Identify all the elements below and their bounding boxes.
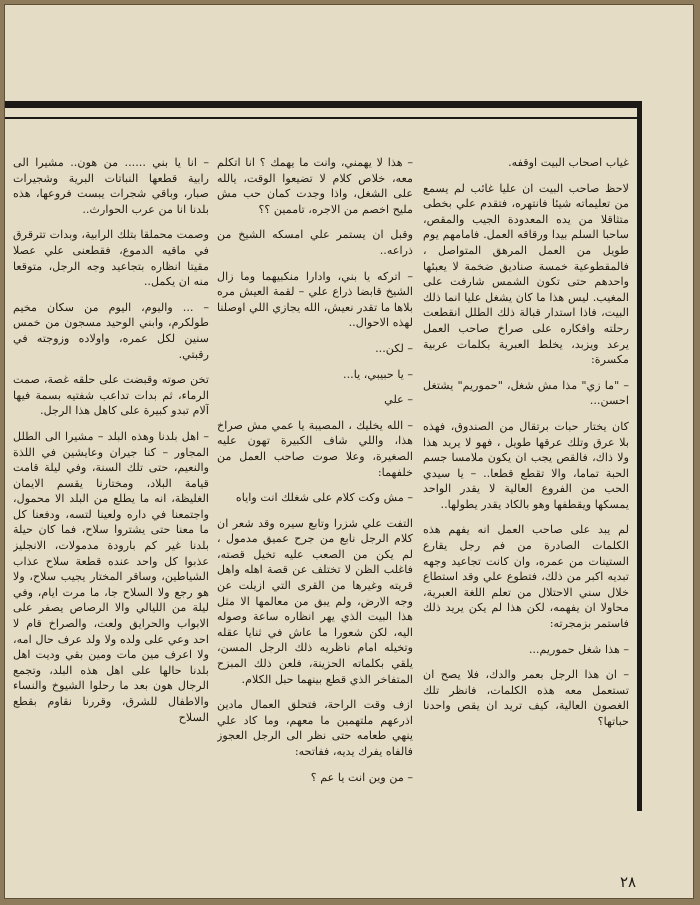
paragraph: – اهل بلدنا وهذه البلد – مشيرا الى الطلل المجاور – كنا جيران وعايشين في اللذة والنعيم، حتى تلك السنة، وفي ليلة قامت قيامة البلاد، ومختارنا يقسم الايمان الغليظة، انه ما يطلع من البلد الا محمول، واجتمعنا في داره ولعينا لتسه، ودفعنا كل ما معنا حتى يشتروا سلاح، فما كان حيلة بلدنا غير كم بارودة مدمولات، الانجليز عذبوا كل واحد عنده قطعة سلاح عذاب الشياطين، وساقر المختار يجيب سلاح، ولا هو رجع ولا السلاح جا، ما مرت ايام، وفي ليلة من الليالي والا الرصاص يصفر على الابواب والحرايق ولعت، والصراخ قام لا احد وعي على ولده ولا ولد عرف حال امه، ولا اعرف مين مات ومين بقي وديت اهل بلدنا حالها على اهل هذه البلد، وتجمع الرجال هون بعد ما رحلوا الشيوخ والنساء والاطفال للشرق، وقررنا نقاوم بقطع السلاح (13, 429, 209, 724)
header-rule-thin (5, 117, 641, 119)
paragraph: التفت علي شزرا وتابع سيره وقد شعر ان كلام الرجل نابع من جرح عميق مدمول ، لم يكن من الصعب عليه تخيل قصته، فاغلب الظن لا تختلف عن قصة اهله واهل قريته وغيرها من القرى التي ازيلت عن وجه الارض، ولم يبق من معالمها الا مثل هذا البيت الذي يهر انظاره ساعة وصوله اليه، لكن شعورا ما عاش في ثنايا عقله وتخيله امام ناظريه ذلك الرجل المسن، يلقي بكلماته الحزينة، فلعن ذلك المبزح المتفاخر الذي قطع بينهما حبل الكلام. (217, 516, 413, 686)
text-column-right (423, 155, 629, 805)
paragraph: – ... واليوم، اليوم من سكان مخيم طولكرم، وابني الوحيد مسجون من خمس سنين لكل عمره، واولاده وزوجته في رقبتي. (13, 300, 209, 361)
paragraph: غياب اصحاب البيت اوقفه. (508, 156, 629, 169)
paragraph: – لكن... (375, 341, 413, 355)
paragraph: – اتركه يا بني، وادارا منكبيهما وما زال الشيخ قابضا ذراع علي – لقمة العيش مره بلاها ما تقدر نعيش، الله يجازي اللي اوصلنا لهذه الاحوال.. (217, 269, 413, 330)
magazine-page (4, 4, 694, 899)
page-number: ٢٨ (620, 873, 637, 891)
right-border-bar (637, 101, 642, 811)
paragraph: – ان هذا الرجل بعمر والدك، فلا يصح ان تستعمل معه هذه الكلمات، فانظر تلك الغصون العالية، كيف تريد ان يقص واحدنا حباتها؟ (423, 668, 629, 728)
paragraph: ازف وقت الراحة، فتحلق العمال مادين اذرعهم ملتهمين ما معهم، وما كاد علي ينهي طعامه حتى نظر الى الرجل العجوز فالفاه يفرك يديه، ففاتحه: (217, 698, 413, 758)
paragraph: – "ما زي" مذا مش شغل، "حموريم" يشتغل احسن... (423, 378, 629, 408)
paragraph: – من وين انت يا عم ؟ (310, 770, 413, 784)
paragraph: – مش وكت كلام على شغلك انت واياه (235, 491, 413, 505)
text-column-left (13, 155, 209, 800)
paragraph: – هذا شغل حموريم... (528, 642, 629, 656)
paragraph: – الله يخليك ، المصيبة يا عمي مش صراخ هذا، واللي شاف الكبيرة تهون عليه الصغيرة، وعلا صوت صاحب العمل من خلفهما: (217, 418, 413, 479)
paragraph: لم يبد على صاحب العمل انه يفهم هذه الكلمات الصادرة من فم رجل يقارع الستينات من عمره، وان كانت تجاعيد وجهه تبديه اكبر من ذلك، فتطوع علي وقد استطاع خلال سني الاحتلال من تعلم اللغة العبرية، محاولا ان يفهمه، لكن هذا لم يكن يريد ذلك فاستمر بزمجرته: (423, 523, 629, 631)
paragraph: لاحظ صاحب البيت ان عليا غائب لم يسمع من تعليماته شيئا فانتهره، فتقدم علي بخطى متثاقلا من يده المعدودة الجيب والمقص، ساحبا السلم بيدا ورقاقه العمل. فامامهم يوم طويل من العمل المرهق المتواصل ، فالمقطوعية خمسة صناديق ضخمة لا يعبئها واحدهم حتى تكون الشمس شارفت على المغيب. ليس هذا ما كان يشغل عليا انما ذلك البيت، فاذا استدار قبالة ذلك الطلل انقطعت رحلته وافكاره على صراخ صاحب العمل يرعد ويزبد، يخلط العبرية بكلمات عربية مكسرة: (423, 181, 629, 367)
paragraph: – انا يا بني ...... من هون.. مشيرا الى رابية قطعها النباتات البرية وشجيرات صبار، وباقي شجرات يبست فروعها، هذه بلدنا انا من عرب الحوارث.. (13, 156, 209, 216)
paragraph: كان يختار حبات برتقال من الصندوق، فهذه بلا عرق وتلك عرقها طويل ، فهو لا يريد هذا ولا ذاك، فالقص يجب ان يكون ملامسا جسم الحبة تماما، والا تقطع قطعا.. – يا سيدي الحب من الفروع العالية لا يقدر الواحد يمسكها ويقطفها وهو بالكاد يقدر يطولها.. (423, 419, 629, 511)
paragraph: وقبل ان يستمر علي امسكه الشيخ من ذراعه.. (217, 228, 413, 257)
text-column-middle (217, 155, 413, 820)
paragraph: – هذا لا يهمني، وانت ما يهمك ؟ انا اتكلم معه، خلاص كلام لا تضيعوا الوقت، يالله على الشغل، واذا وجدت كمان حب مش مليح اخصم من الاجره، تاممين ؟؟ (217, 156, 413, 216)
paragraph: وصمت محملقا بتلك الرابية، وبدات تترقرق في ماقيه الدموع، فقطعنى علي عصلا مقيتا انظاره بتجاعيد وجه الرجل، متوقعا منه ان يكمل.. (13, 228, 209, 289)
header-rule-thick (5, 101, 641, 108)
paragraph: تخن صوته وقبضت على حلقه غصة، صمت الرماء، ثم بدات تداعب شفتيه بسمة فيها آلام تبدو كبيرة على كاهل هذا الرجل. (13, 373, 209, 418)
paragraph: – يا حبيبي، يا... (343, 367, 413, 381)
paragraph: – علي (384, 393, 413, 407)
